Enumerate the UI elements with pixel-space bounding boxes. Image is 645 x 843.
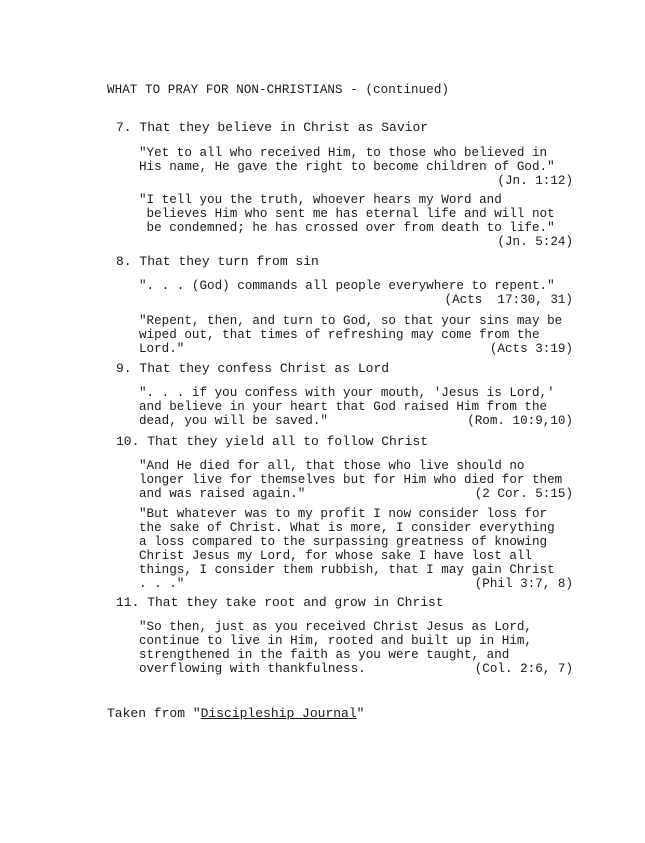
quote-line: ". . . if you confess with your mouth, 'Jesus is Lord,' xyxy=(139,386,555,400)
quote-line: dead, you will be saved." xyxy=(139,414,328,428)
quote-line: strengthened in the faith as you were taught, and xyxy=(139,648,510,662)
prayer-item-7: 7. That they believe in Christ as Savior xyxy=(116,120,429,135)
quote-line: "I tell you the truth, whoever hears my Word and xyxy=(139,193,502,207)
source-title: Discipleship Journal xyxy=(200,706,357,721)
source-prefix: Taken from " xyxy=(107,706,201,721)
quote-line: "Yet to all who received Him, to those who believed in xyxy=(139,146,548,160)
quote-line: . . ." xyxy=(139,577,185,591)
quote-line: ". . . (God) commands all people everywhere to repent." xyxy=(139,279,555,293)
quote-line: Christ Jesus my Lord, for whose sake I have lost all xyxy=(139,549,532,563)
scripture-quote xyxy=(139,279,579,307)
prayer-item-8: 8. That they turn from sin xyxy=(116,254,319,269)
scripture-reference: (Jn. 1:12) xyxy=(497,174,573,188)
quote-line: be condemned; he has crossed over from death to life." xyxy=(139,221,555,235)
scripture-quote xyxy=(139,146,579,188)
quote-line: "And He died for all, that those who live should no xyxy=(139,459,525,473)
quote-line: Lord." xyxy=(139,342,185,356)
quote-line: believes Him who sent me has eternal life and will not xyxy=(139,207,555,221)
scripture-quote xyxy=(139,507,579,591)
scripture-quote xyxy=(139,193,579,249)
quote-line: His name, He gave the right to become children of God." xyxy=(139,160,555,174)
prayer-item-10: 10. That they yield all to follow Christ xyxy=(116,434,429,449)
quote-line: "But whatever was to my profit I now consider loss for xyxy=(139,507,548,521)
prayer-item-9: 9. That they confess Christ as Lord xyxy=(116,361,390,376)
page-title: WHAT TO PRAY FOR NON-CHRISTIANS - (continued) xyxy=(107,83,450,97)
scripture-reference: (Acts 17:30, 31) xyxy=(444,293,573,307)
scripture-reference: (Phil 3:7, 8) xyxy=(474,577,573,591)
quote-line: overflowing with thankfulness. xyxy=(139,662,366,676)
scripture-quote xyxy=(139,620,579,676)
quote-line: a loss compared to the surpassing greatness of knowing xyxy=(139,535,548,549)
prayer-item-11: 11. That they take root and grow in Christ xyxy=(116,595,444,610)
source-suffix: " xyxy=(356,706,365,721)
scripture-quote xyxy=(139,314,579,356)
scripture-reference: (Acts 3:19) xyxy=(489,342,573,356)
scripture-quote xyxy=(139,459,579,501)
scripture-reference: (Col. 2:6, 7) xyxy=(474,662,573,676)
scripture-reference: (Jn. 5:24) xyxy=(497,235,573,249)
scripture-reference: (2 Cor. 5:15) xyxy=(474,487,573,501)
quote-line: and believe in your heart that God raised Him from the xyxy=(139,400,548,414)
quote-line: the sake of Christ. What is more, I consider everything xyxy=(139,521,555,535)
source-attribution xyxy=(107,706,364,721)
quote-line: and was raised again." xyxy=(139,487,306,501)
scripture-reference: (Rom. 10:9,10) xyxy=(467,414,573,428)
quote-line: longer live for themselves but for Him who died for them xyxy=(139,473,563,487)
scripture-quote xyxy=(139,386,579,428)
quote-line: "Repent, then, and turn to God, so that your sins may be xyxy=(139,314,563,328)
quote-line: wiped out, that times of refreshing may come from the xyxy=(139,328,540,342)
quote-line: continue to live in Him, rooted and built up in Him, xyxy=(139,634,532,648)
quote-line: things, I consider them rubbish, that I may gain Christ xyxy=(139,563,555,577)
quote-line: "So then, just as you received Christ Jesus as Lord, xyxy=(139,620,532,634)
